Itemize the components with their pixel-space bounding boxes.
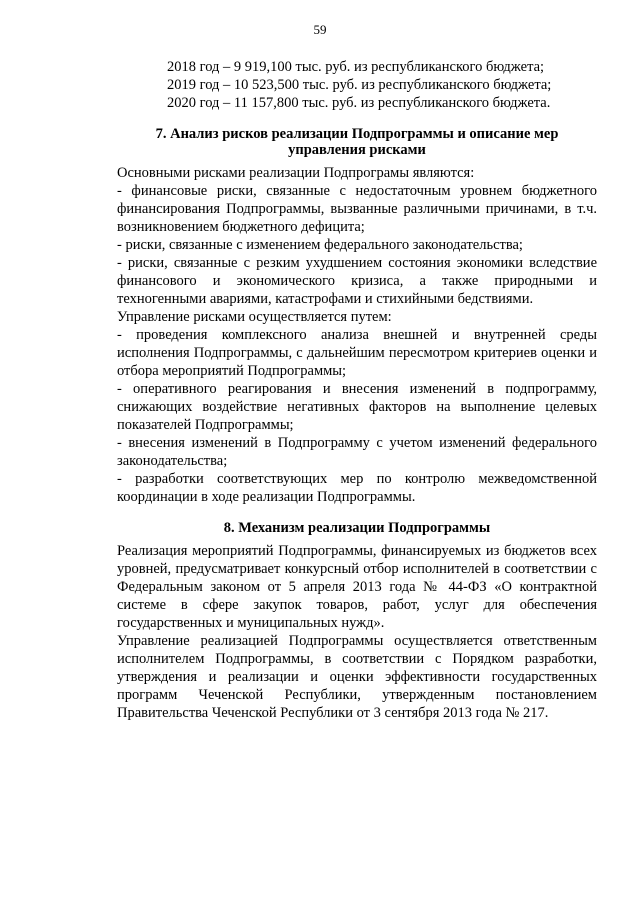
measure-item-response: - оперативного реагирования и внесения изменений в подпрограмму, снижающих воздействие негативных факторов на выполнение целевых показателей Подпрограммы; bbox=[117, 381, 597, 433]
risk-item-financial: - финансовые риски, связанные с недостаточным уровнем бюджетного финансирования Подпрограммы, вызванные различными причинами, в т.ч. возникновением бюджетного дефицита; bbox=[117, 183, 597, 235]
risk-item-legislation: - риски, связанные с изменением федерального законодательства; bbox=[117, 237, 523, 253]
page-content bbox=[117, 58, 597, 722]
management-intro: Управление рисками осуществляется путем: bbox=[117, 309, 392, 325]
measure-item-amendments: - внесения изменений в Подпрограмму с учетом изменений федерального законодательства; bbox=[117, 435, 597, 469]
risks-intro: Основными рисками реализации Подпрограмы являются: bbox=[117, 165, 475, 181]
section-7-title: 7. Анализ рисков реализации Подпрограммы и описание мер управления рисками bbox=[155, 126, 559, 158]
mechanism-paragraph-1: Реализация мероприятий Подпрограммы, финансируемых из бюджетов всех уровней, предусматривает конкурсный отбор исполнителей в соответствии с Федеральным законом от 5 апреля 2013 года № 44-ФЗ «О контрактной системе в сфере закупок товаров, работ, услуг для обеспечения государственных и муниципальных нужд». bbox=[117, 543, 597, 631]
budget-list bbox=[117, 58, 597, 112]
budget-line-2020: 2020 год – 11 157,800 тыс. руб. из республиканского бюджета. bbox=[167, 95, 551, 111]
measure-item-analysis: - проведения комплексного анализа внешней и внутренней среды исполнения Подпрограммы, с дальнейшим пересмотром критериев оценки и отбора мероприятий Подпрограммы; bbox=[117, 327, 597, 379]
risk-item-economy: - риски, связанные с резким ухудшением состояния экономики вследствие финансового и экономического кризиса, а также природными и техногенными авариями, катастрофами и стихийными бедствиями. bbox=[117, 255, 597, 307]
mechanism-paragraph-2: Управление реализацией Подпрограммы осуществляется ответственным исполнителем Подпрограммы, в соответствии с Порядком разработки, утверждения и реализации и оценки эффективности государственных программ Чеченской Республики, утвержденным постановлением Правительства Чеченской Республики от 3 сентября 2013 года № 217. bbox=[117, 633, 597, 721]
page-number: 59 bbox=[313, 22, 327, 37]
budget-line-2018: 2018 год – 9 919,100 тыс. руб. из республиканского бюджета; bbox=[167, 59, 545, 75]
budget-line-2019: 2019 год – 10 523,500 тыс. руб. из республиканского бюджета; bbox=[167, 77, 552, 93]
measure-item-coordination: - разработки соответствующих мер по контролю межведомственной координации в ходе реализации Подпрограммы. bbox=[117, 471, 597, 505]
section-8-title: 8. Механизм реализации Подпрограммы bbox=[223, 520, 491, 536]
